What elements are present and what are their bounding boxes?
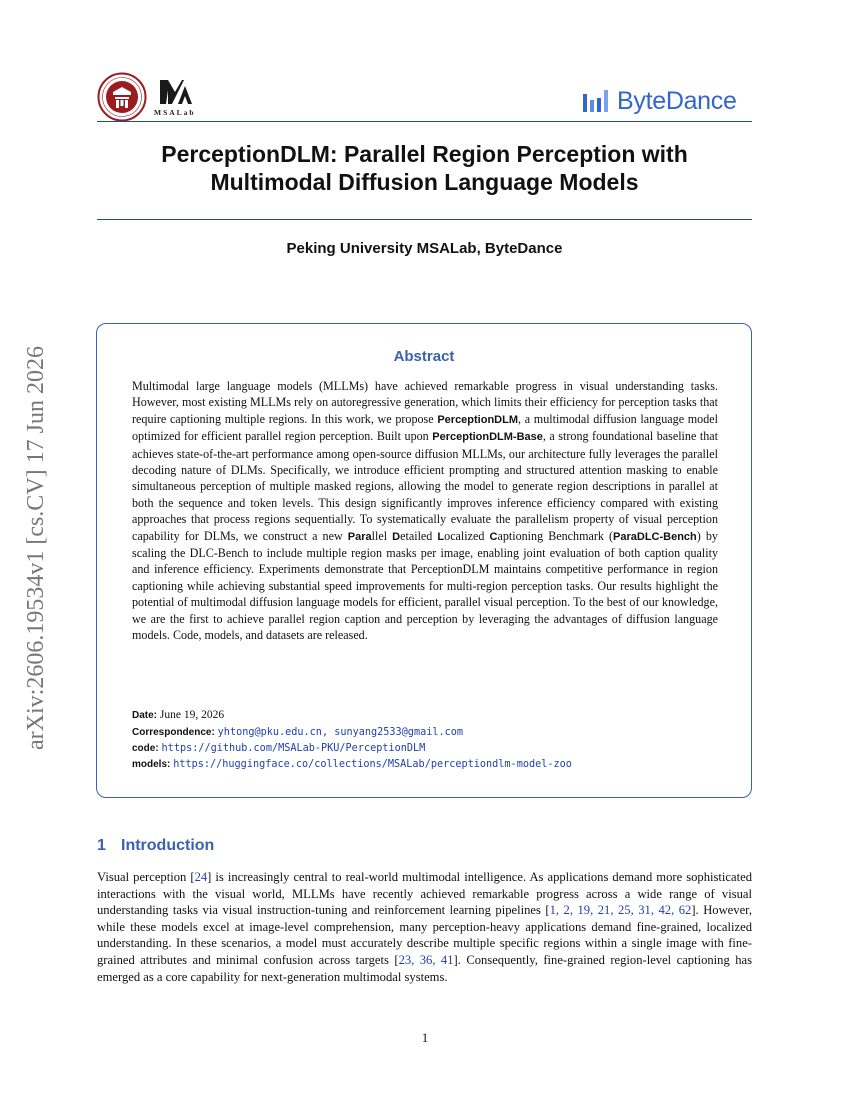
abstract-text: etailed <box>400 528 438 543</box>
abstract-text: ocalized <box>444 528 490 543</box>
bench-acronym-letter: Para <box>347 530 372 543</box>
intro-text: ] is increasingly central to real-world multimodal intelligence. As applications demand more sophisticated interactions with the visual world, MLLMs have recently achieved remarkable progress across a wide range of visual understanding tasks via visual instruction-tuning and reinforcement learning pipelines [ <box>97 870 752 918</box>
intro-heading <box>97 837 214 855</box>
intro-body <box>97 869 752 985</box>
meta-code <box>132 742 425 754</box>
benchmark-name: ParaDLC-Bench <box>613 530 697 543</box>
bench-acronym-letter: C <box>489 530 498 543</box>
bytedance-logo-text: ByteDance <box>617 86 737 115</box>
correspondence-email-link[interactable]: yhtong@pku.edu.cn, sunyang2533@gmail.com <box>217 727 464 738</box>
paper-title-line-2: Multimodal Diffusion Language Models <box>210 169 639 195</box>
intro-text: ]. However, while these models excel at image-level comprehension, many perception-heavy applications demand fine-grained, localized understanding. In these scenarios, a model must accurately describe multiple specific regions within a single image with fine-grained attributes and minimal confusion across targets [ <box>97 903 752 967</box>
pku-logo <box>97 72 147 122</box>
page-number: 1 <box>421 1031 429 1045</box>
bench-acronym-letter: D <box>392 530 401 543</box>
model-name: PerceptionDLM <box>437 413 519 426</box>
citation-link[interactable]: 24 <box>194 870 208 884</box>
bench-acronym-letter: L <box>437 530 445 543</box>
meta-date <box>132 709 224 721</box>
msalab-logo-text: MSALab <box>154 108 196 117</box>
section-number: 1 <box>97 837 106 854</box>
abstract-text: aptioning Benchmark ( <box>497 528 614 543</box>
meta-correspondence <box>132 726 463 738</box>
bytedance-logo <box>583 86 737 116</box>
meta-correspondence-label: Correspondence: <box>132 727 215 738</box>
meta-models <box>132 758 572 770</box>
models-link[interactable]: https://huggingface.co/collections/MSALab/perceptiondlm-model-zoo <box>173 759 572 770</box>
abstract-heading: Abstract <box>393 348 455 365</box>
abstract-body <box>132 378 718 644</box>
section-title: Introduction <box>121 837 215 854</box>
header-rule <box>97 121 752 122</box>
citation-link[interactable]: 1, 2, 19, 21, 25, 31, 42, 62 <box>549 903 692 918</box>
citation-link[interactable]: 23, 36, 41 <box>398 952 454 967</box>
paper-title-line-1: PerceptionDLM: Parallel Region Perception with <box>161 141 688 167</box>
meta-date-label: Date: <box>132 710 158 721</box>
bytedance-bars-icon <box>583 90 611 112</box>
title-rule <box>97 219 752 220</box>
abstract-text: llel <box>371 528 393 543</box>
msalab-logo <box>154 74 214 122</box>
meta-code-label: code: <box>132 743 159 754</box>
intro-text: Visual perception [ <box>97 870 195 884</box>
abstract-box <box>96 323 752 798</box>
paper-title <box>97 140 752 196</box>
abstract-text: ) by scaling the DLC-Bench to include multiple region masks per image, enabling joint evaluation of both caption quality and inference efficiency. Experiments demonstrate that PerceptionDLM maintains competitive performance in region captioning while achieving substantial speed improvements for multi-region perception tasks. Our results highlight the potential of multimodal diffusion language models for efficient, parallel visual perception. To the best of our knowledge, we are the first to achieve parallel region caption and perception by leveraging the advantages of diffusion language models. Code, models, and datasets are released. <box>132 528 718 643</box>
affiliation: Peking University MSALab, ByteDance <box>286 240 563 257</box>
abstract-text: , a strong foundational baseline that achieves state-of-the-art performance among open-source diffusion MLLMs, our architecture fully leverages the parallel decoding nature of DLMs. Specifically, we introduce efficient prompting and structured attention masking to enable simultaneous perception of multiple masked regions, allowing the model to generate region descriptions in parallel at both the sequence and token levels. This design significantly improves inference efficiency compared with existing approaches that process regions sequentially. To systematically evaluate the parallelism property of visual perception capability for DLMs, we construct a new <box>132 429 718 543</box>
abstract-text: Multimodal large language models (MLLMs) have achieved remarkable progress in visual understanding tasks. However, most existing MLLMs rely on autoregressive generation, which limits their efficiency for perception tasks that require captioning multiple regions. In this work, we propose <box>132 379 718 426</box>
intro-text: ]. Consequently, fine-grained region-level captioning has emerged as a core capability for next-generation multimodal systems. <box>97 952 753 984</box>
code-link[interactable]: https://github.com/MSALab-PKU/PerceptionDLM <box>161 743 426 754</box>
base-model-name: PerceptionDLM-Base <box>432 431 543 444</box>
meta-date-value: June 19, 2026 <box>159 709 225 721</box>
abstract-text: , a multimodal diffusion language model optimized for efficient parallel region perception. Built upon <box>132 411 718 444</box>
arxiv-stamp: arXiv:2606.19534v1 [cs.CV] 17 Jun 2026 <box>23 346 49 750</box>
meta-models-label: models: <box>132 759 171 770</box>
